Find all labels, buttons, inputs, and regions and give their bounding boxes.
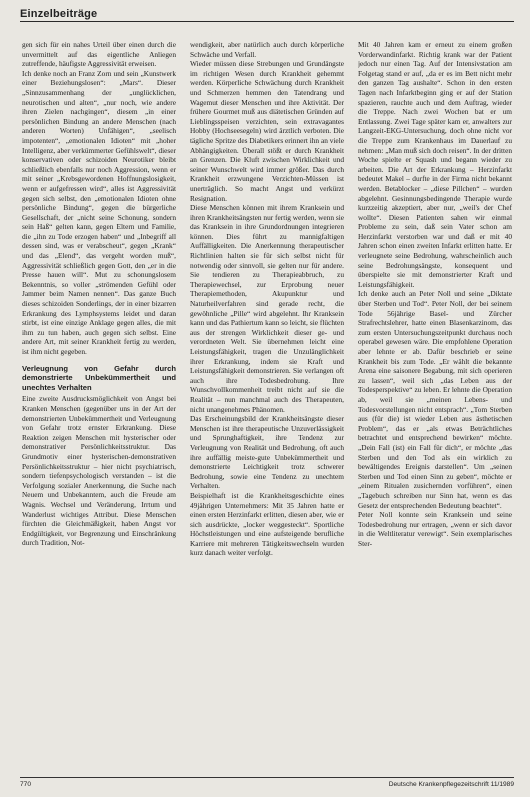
paragraph: Eine zweite Ausdrucksmöglichkeit von Angst bei Kranken Menschen (gegenüber uns in der Art der demonstrierten Unbekümmertheit und Verleugnung von Gefahr trotz ernster Erkrankung. Diese Reaktion zeigen Menschen mit hysterischer oder demonstrativer Persönlichkeitsstruktur. Das Grundmotiv einer hysterischen-demonstrativen Persönlichkeitsstruktur – hier nicht psychiatrisch, sondern tiefenpsychologisch verstanden – ist die Verfolgung sozialer Anerkennung, die Suche nach Neuem und Unbekanntem, auch die Freude am Wagnis. Wechsel und Veränderung, Irrtum und Wanderlust wichtiges Attribut. Diese Menschen fürchten die Gleichmäßigkeit, haben Angst vor Endgültigkeit, vor Begrenzung und Einschränkung durch Tradition, Not- xyxy=(22,394,176,548)
paragraph: wendigkeit, aber natürlich auch durch körperliche Schwäche und Verfall. xyxy=(190,40,344,59)
paragraph: Das Erscheinungsbild der Krankheitsängste dieser Menschen ist ihre therapeutische Unzuverlässigkeit und Sprunghaftigkeit, ihre Tendenz zur Verleugnung von Realität und Bedrohung, oft auch ihre auffällig meiste-gute Unbekümmertheit und demonstrierte Leichtigkeit trotz schwerer Bedrohung, sowie eine Tendenz zu unechtem Verhalten. xyxy=(190,414,344,491)
paragraph: Diese Menschen können mit ihrem Kranksein und ihren Krankheitsängsten nur fertig werden, wenn sie das Kranksein in ihre Grundordnungen integrieren können. Dies führt zu mannigfaltigen Auffälligkeiten. Die Anerkennung therapeutischer Richtlinien halten sie für sich selbst nicht für notwendig oder sinnvoll, sie gelten nur für andere. Sie tendieren zu Therapieabbruch, zu Therapiewechsel, zur Erprobung neuer Therapiemethoden, Akupunktur und Naturheilverfahren sind gerade recht, die gewöhnliche „Pille“ wird abgelehnt. Ihr Kranksein kann und das Pathiertum kann so leicht, sie flüchten aus der strengen Wirklichkeit dieser ge- und verordneten Welt. Sie übernehmen leicht eine Leistungsfähigkeit, tragen die Unzulänglichkeit ihrer Erkrankung, indem sie Kraft und Leistungsfähigkeit demonstrieren. Sie verlangen oft auch ihre Todesbedrohung. Ihre Wunschvollkommenheit treibt nicht auf sie die Realität – nun manchmal auch des Therapeuten, nicht unangenehmes Phänomen. xyxy=(190,203,344,414)
paragraph: Wieder müssen diese Strebungen und Grundängste im richtigen Wesen durch Krankheit gehemmt werden. Körperliche Schwächung durch Krankheit und Schmerzen hemmen den Tatendrang und Wagemut dieser Menschen und ihre Aktivität. Der frühere Gourmet muß aus diätetischen Gründen auf Lieblingsspeisen verzichten, sein extravagantes Hobby (Hochseesegeln) wird ärztlich verboten. Die tägliche Spritze des Diabetikers erinnert ihn an viele Abhängigkeiten. Überall stößt er durch Krankheit an Grenzen. Die Kluft zwischen Wirklichkeit und seiner Wunschwelt wird immer größer. Das durch Krankheit erzwungene Verzichten-Müssen ist unerträglich. So macht Angst und verkürzt Resignation. xyxy=(190,59,344,203)
section-title: Einzelbeiträge xyxy=(20,8,98,20)
page-header xyxy=(20,4,514,22)
column-1 xyxy=(22,40,176,775)
paragraph: Peter Noll konnte sein Kranksein und seine Todesbedrohung nur ertragen, „wenn er sich davor in die Weltliteratur verewigt“. Sein exemplarisches Ster- xyxy=(358,510,512,548)
page-footer xyxy=(20,777,514,788)
paragraph: Ich denke auch an Peter Noll und seine „Diktate über Sterben und Tod“. Peter Noll, der bei seinem Tode 56jährige Basel- und Zürcher Strafrechtslehrer, hatte einen Blasenkarzinom, das zum ersten Untersuchungszeitpunkt durchaus noch operabel gewesen wäre. Die empfohlene Operation aber lehnte er ab. Dafür beschrieb er seine Krankheit bis zum Tode. „Er wählt die bekannte Arena eine saisonere Begabung, mit sich operieren zu lassen“, weil sich „das Leben aus der Todesperspektive“ zu leben. Er lehnte die Operation ab, weil sie „meinen Lebens- und Todesvorstellungen nicht entsprach“. „Tom Sterben aus (für die) ist wieder Leben aus ästhetischen Problem“, das er „als etwas Beträchtliches betrachtet und entsprechend bewirken“ möchte. „Dein Fall (ist) ein Fall für dich“, er möchte „das Sterben und den Tod als ein wirklich zu bewältigendes Ereignis darstellen“. Um „seinen Sterben und Tod einen Sinn zu geben“, möchte er „einem Ritualen zusichernden vorführen“, einen „Tagebuch schreiben nur Sinn hat, wenn es das Gesetz der entsprechenden Bedeutung beachtet“. xyxy=(358,289,512,510)
paragraph: Beispielhaft ist die Krankheitsgeschichte eines 49jährigen Unternehmers: Mit 35 Jahren hatte er einen ersten Herzinfarkt erlitten, diesen aber, wie er sich ausdrückte, „locker weggesteckt“. Sportliche Höchstleistungen und eine aufsteigende berufliche Karriere mit mehreren Tätigkeitswechseln wurden kurz danach weiter verfolgt. xyxy=(190,490,344,558)
column-3 xyxy=(358,40,512,775)
paragraph: Mit 40 Jahren kam er erneut zu einem großen Vorderwandinfarkt. Richtig krank war der Patient jedoch nur einen Tag. Auf der Intensivstation am Folgetag stand er auf, „da er es im Bett nicht mehr den ganzen Tag aushalte“. Schon in den ersten Tagen nach Infarktbeginn ging er auf der Station spazieren, rauchte auch und dem Auftrag, wieder die Treppe. Nach zwei Wochen bat er um Entlassung. Zwei Tage später kam er, anwalters zur Langzeit-EKG-Untersuchung, doch ohne nicht vor die Treppe zum Krankenhaus im Dauerlauf zu nehmen: „Man muß sich doch reisen“. In der dritten Woche spielte er Squash und begann wieder zu arbeiten. Die Art der Erkrankung – Herzinfarkt bedeutet Makel – durfte in der Firma nicht bekannt werden. Betablocker – „diese Pillchen“ – wurden abgelehnt. Gesinnungsbedingende Therapie wurde kurzzeitig akzeptiert, aber nur, „weil's der Chef wollte“. Diesen Patienten sahen wir einmal Probleme zu sein, daß sein Vater schon am Herzinfarkt verstorben war und daß er mit 40 Jahren schon einen zweiten Infarkt erlitten hatte. Er verleugnete seine Bedrohung, wahrscheinlich auch seine Bedrohungsängste, konsequent und überspielte sie mit demonstrierter Kraft und Leistungsfähigkeit. xyxy=(358,40,512,289)
subheading: Verleugnung von Gefahr durch demonstrierte Unbekümmertheit und unechtes Verhalten xyxy=(22,363,176,392)
page-number: 770 xyxy=(20,781,32,788)
column-2 xyxy=(190,40,344,775)
paragraph: gen sich für ein nahes Urteil über einen durch die unvermittelt auf das eigentliche Anliegen zutreffende, häufigste Aggressivität erweisen. xyxy=(22,40,176,69)
journal-citation: Deutsche Krankenpflegezeitschrift 11/1989 xyxy=(388,781,514,788)
paragraph: Ich denke noch an Franz Zorn und sein „Kunstwerk einer Beziehungslosen“: „Mars“. Dieser „Sinnzusammenhang der „unglücklichen, neurotischen und alten“, „nur noch, wie andere ihren Zielen nachgingen“, diesem „in einer persönlichen Bindung an andere Menschen (nach anderen Worten) Unfähigen“, „seelisch impotenten“, „emotionalen Idioten“ mit „hoher Intelligenz, aber verkümmerter Gefühlswelt“, dieser konservativen oder schizoiden Neurotiker bleibt schließlich ebenfalls nur noch Aggression, wenn er mit seiner „Krebsgewordenen Hoffnungslosigkeit, wenn er aufgefressen wird“, alles ist Aggressivität gegen sich selbst, den „emotionalen Idioten ohne persönliche Bindung“, gegen die bürgerliche Gesellschaft, der „nicht seine Schonung, sondern sein Haß“ gelten kann, gegen Eltern und Familie, die „ihn zu Tode erzogen haben“ und „Inbegriff all dessen sind, was er verabscheut“, gegen „Krank“ und das „Elend“, das vergeht worden muß“, Aggressivität schließlich gegen Gott, den „er in die Presse hauen will“. Mut zu schonungslosem Bekenntnis, so voller „strömenden Gefühl oder Jammer beim Namen nennen“. Das ganze Buch dieses schizoiden Sonderlings, der in einer bizarren Erkrankung des Lymphsystems leidet und daran stirbt, ist eine einzige Anklage gegen alles, die mit ihm zu tun haben, auch gegen sich selbst. Eine andere Art, mit seiner Krankheit fertig zu werden, ist ihm nicht gegeben. xyxy=(22,68,176,356)
